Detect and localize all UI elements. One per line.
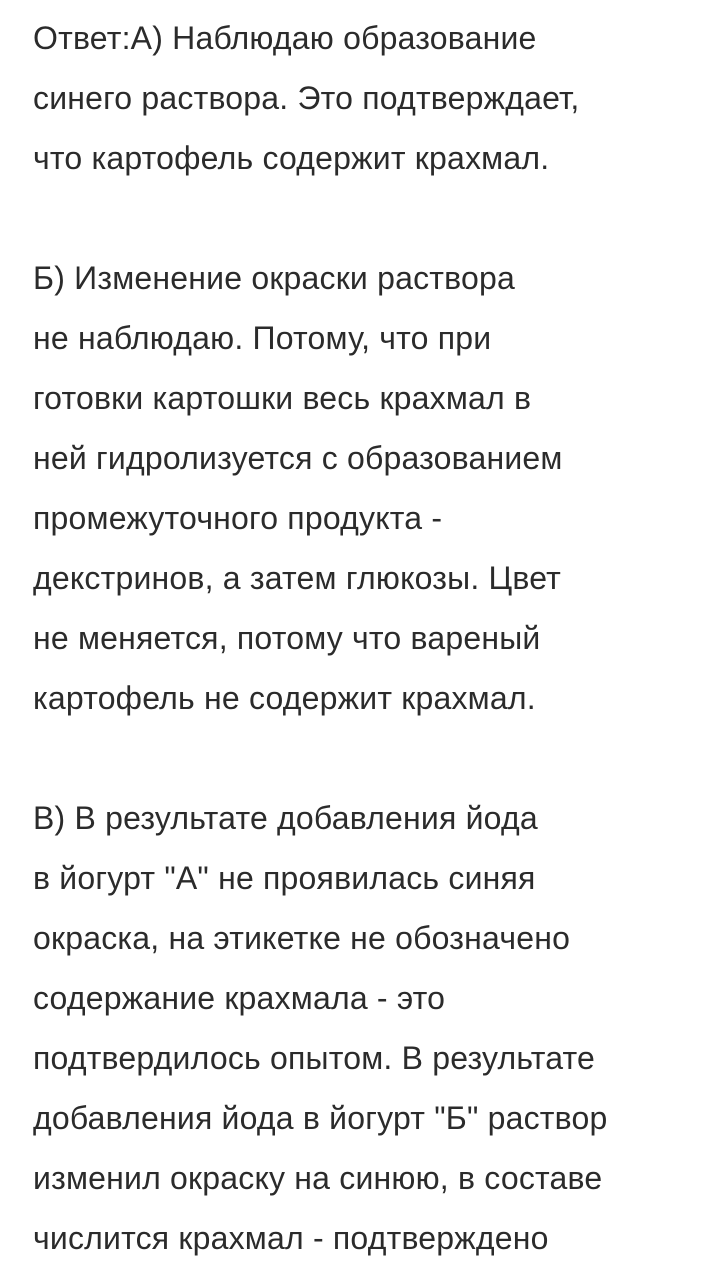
paragraph-c <box>33 788 703 1268</box>
text-line: окраска, на этикетке не обозначено <box>33 920 571 956</box>
paragraph-gap <box>33 728 703 788</box>
text-line: содержание крахмала - это <box>33 980 446 1016</box>
text-line: не наблюдаю. Потому, что при <box>33 320 492 356</box>
paragraph-gap <box>33 188 703 248</box>
text-line: В) В результате добавления йода <box>33 800 538 836</box>
text-line: в йогурт "А" не проявилась синяя <box>33 860 536 896</box>
text-line: Ответ:А) Наблюдаю образование <box>33 20 537 56</box>
text-line: не меняется, потому что вареный <box>33 620 541 656</box>
text-line: промежуточного продукта - <box>33 500 443 536</box>
text-line: декстринов, а затем глюкозы. Цвет <box>33 560 562 596</box>
text-line: подтвердилось опытом. В результате <box>33 1040 596 1076</box>
text-line: картофель не содержит крахмал. <box>33 680 536 716</box>
text-line: готовки картошки весь крахмал в <box>33 380 532 416</box>
text-line: изменил окраску на синюю, в составе <box>33 1160 603 1196</box>
text-line: что картофель содержит крахмал. <box>33 140 550 176</box>
text-line: Б) Изменение окраски раствора <box>33 260 515 296</box>
answer-text <box>33 8 703 1268</box>
paragraph-a <box>33 8 703 188</box>
paragraph-b <box>33 248 703 728</box>
text-line: добавления йода в йогурт "Б" раствор <box>33 1100 608 1136</box>
text-line: синего раствора. Это подтверждает, <box>33 80 580 116</box>
text-line: числится крахмал - подтверждено <box>33 1220 549 1256</box>
text-line: ней гидролизуется с образованием <box>33 440 563 476</box>
